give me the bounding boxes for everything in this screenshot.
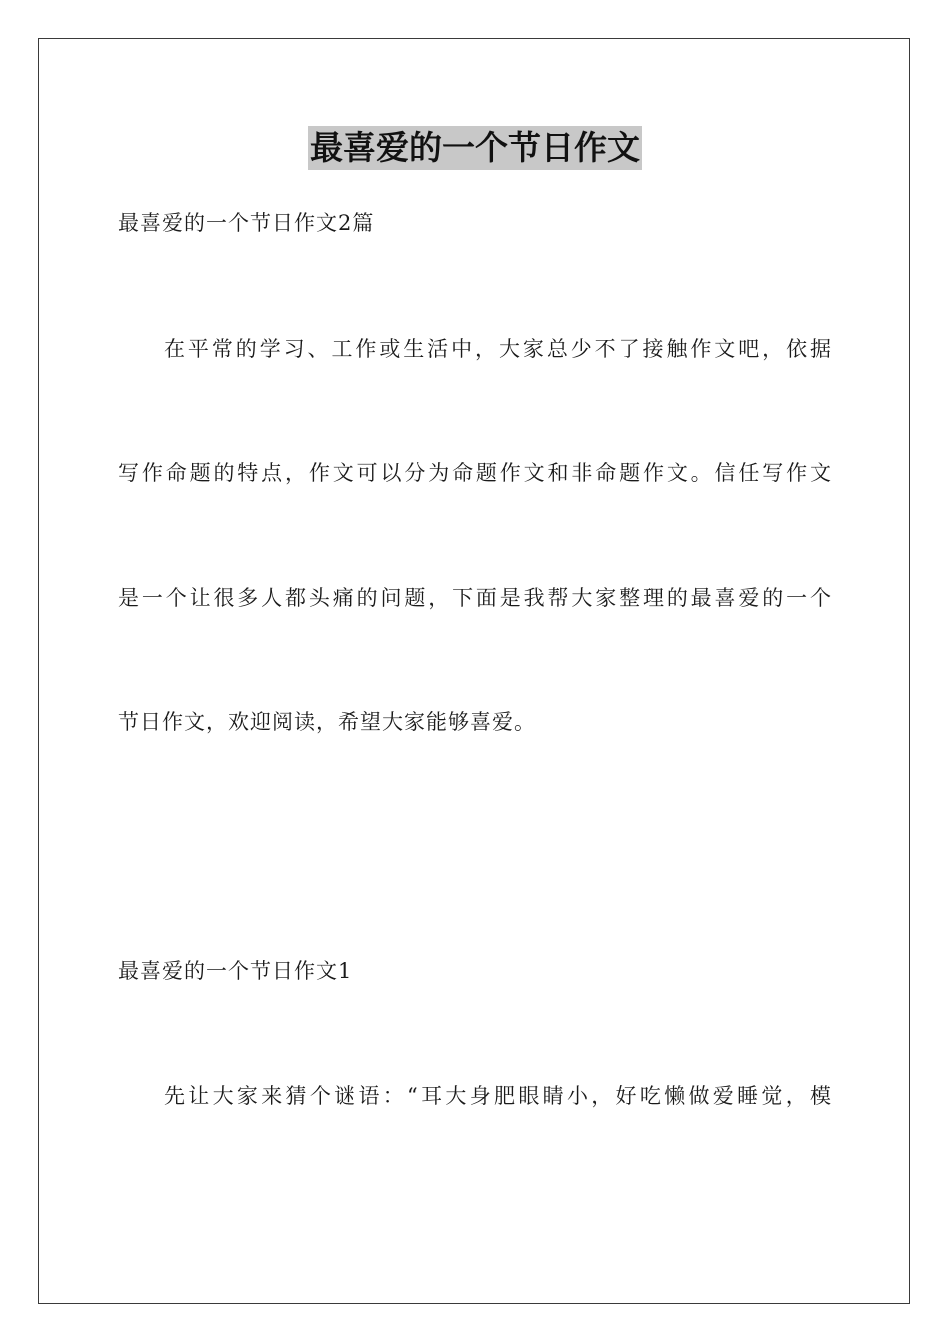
title-container	[0, 126, 950, 170]
paragraph-line: 节日作文，欢迎阅读，希望大家能够喜爱。	[118, 710, 536, 734]
document-title: 最喜爱的一个节日作文	[308, 126, 642, 170]
document-subtitle: 最喜爱的一个节日作文2篇	[118, 211, 375, 235]
paragraph-line: 先让大家来猜个谜语：“耳大身肥眼睛小，好吃懒做爱睡觉，模	[164, 1084, 832, 1108]
paragraph-line: 是一个让很多人都头痛的问题，下面是我帮大家整理的最喜爱的一个	[118, 586, 832, 610]
paragraph-line: 写作命题的特点，作文可以分为命题作文和非命题作文。信任写作文	[118, 461, 832, 485]
section-heading: 最喜爱的一个节日作文1	[118, 959, 353, 983]
paragraph-line: 在平常的学习、工作或生活中，大家总少不了接触作文吧，依据	[164, 337, 832, 361]
